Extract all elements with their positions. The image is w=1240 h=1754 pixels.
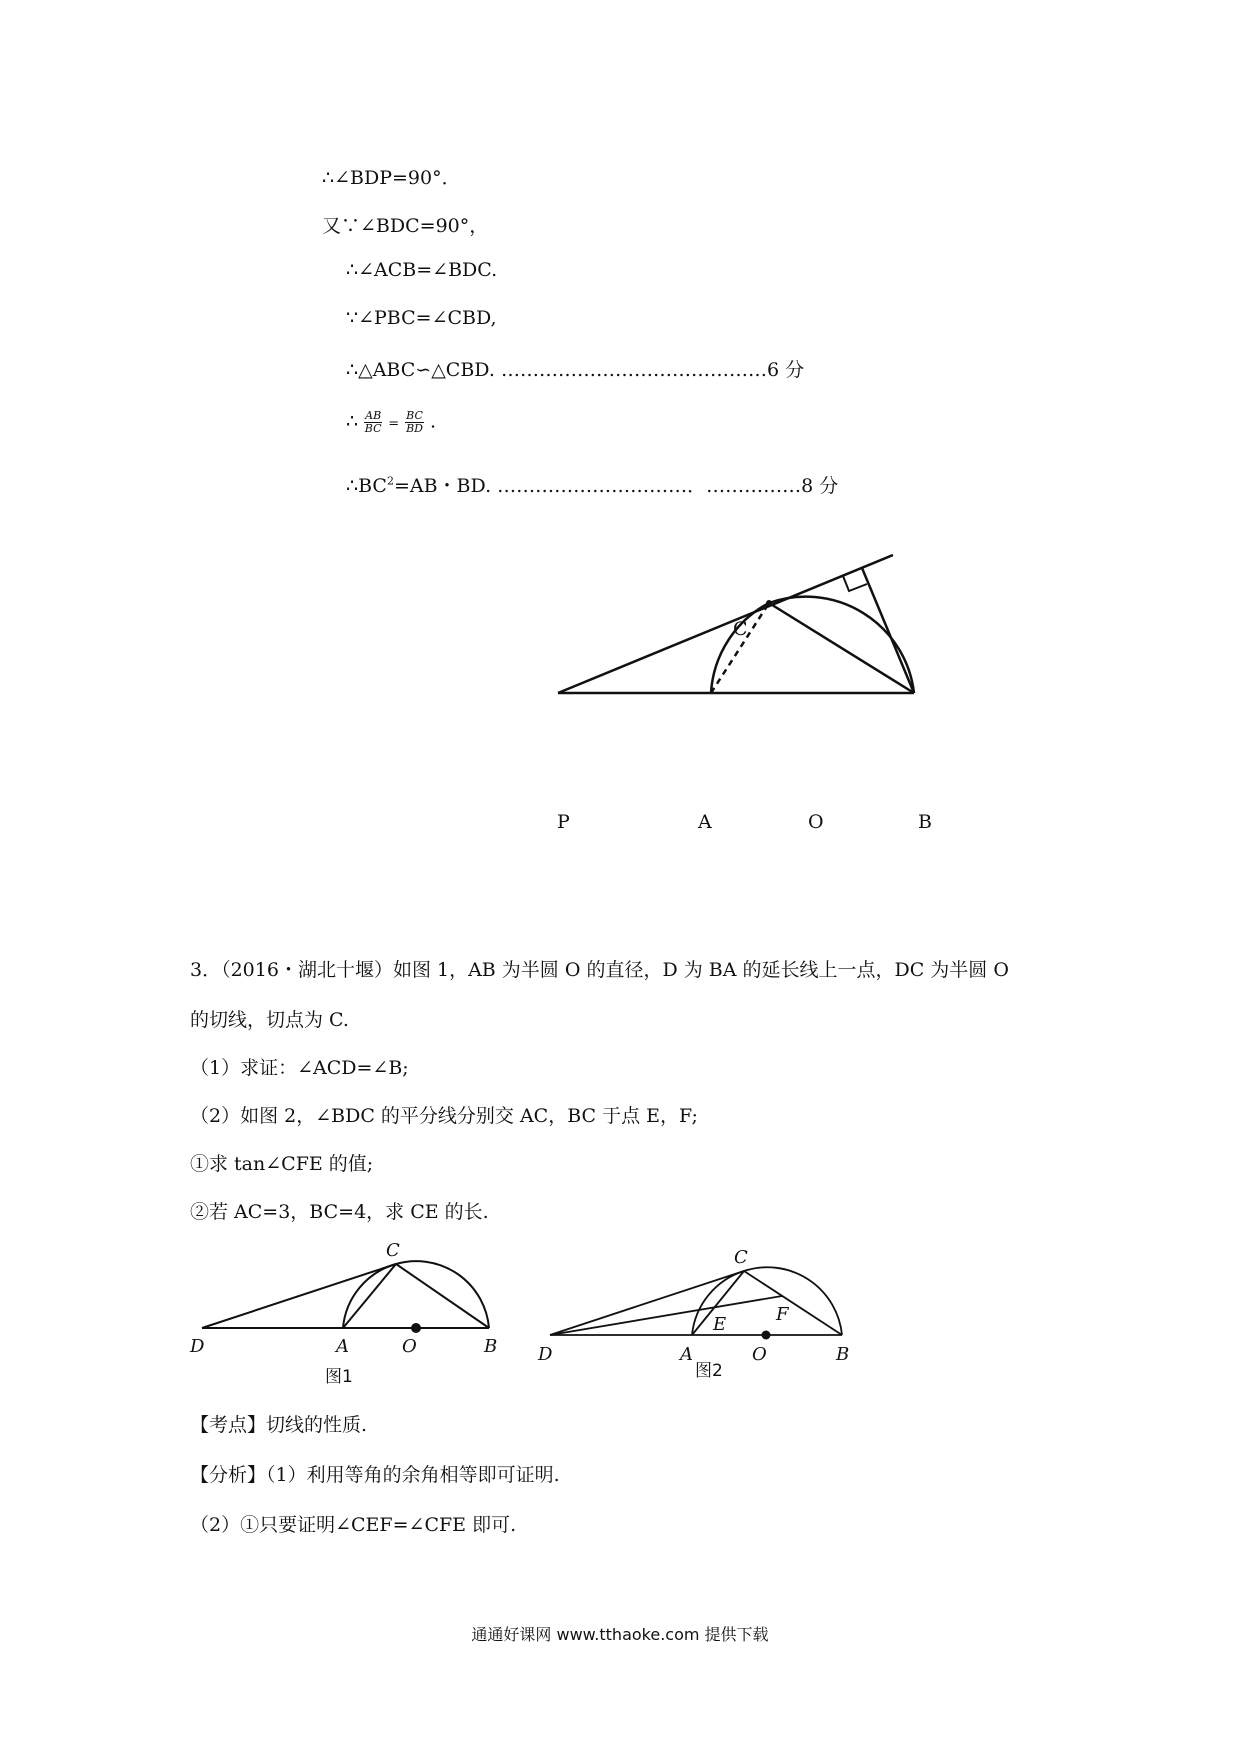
proof-line-1: ∴∠BDP=90°． [322, 167, 461, 189]
fraction-1-denominator: BC [364, 422, 382, 435]
fig2-label-d: D [538, 1344, 553, 1365]
fig1-label-o: O [402, 1336, 417, 1357]
fraction-2-denominator: BD [406, 422, 423, 435]
fraction-2-numerator: BC [406, 409, 423, 422]
fig1-label-b: B [484, 1336, 498, 1357]
fig2-label-c: C [734, 1247, 748, 1268]
problem-line-4: （2）如图 2，∠BDC 的平分线分别交 AC，BC 于点 E，F; [190, 1105, 698, 1127]
fig2-label-a: A [680, 1344, 693, 1365]
kaodian-line: 【考点】切线的性质. [190, 1414, 368, 1436]
proof-line-5: ∴△ABC∽△CBD. ……………………………………6 分 [346, 359, 805, 381]
equals-sign: = [388, 416, 400, 432]
label-b: B [918, 811, 932, 833]
fig2-center-o [762, 1331, 771, 1340]
fig2-segment-cb [744, 1271, 842, 1335]
problem-line-6: ②若 AC=3，BC=4，求 CE 的长. [190, 1201, 489, 1223]
fig2-label-e: E [713, 1314, 727, 1335]
proof-line-4: ∵∠PBC=∠CBD, [346, 307, 497, 329]
problem-line-5: ①求 tan∠CFE 的值; [190, 1153, 374, 1175]
label-p: P [557, 811, 570, 833]
fraction-1-numerator: AB [365, 409, 382, 422]
label-a: A [698, 811, 712, 833]
fig1-label-a: A [336, 1336, 349, 1357]
fig1-label-d: D [190, 1336, 205, 1357]
problem-line-1: 3．（2016・湖北十堰）如图 1，AB 为半圆 O 的直径，D 为 BA 的延长线上一点，DC 为半圆 O [190, 959, 1009, 981]
fig1-caption: 图1 [325, 1367, 353, 1387]
label-c: C [733, 618, 748, 640]
proof-6-suffix: . [429, 410, 436, 433]
label-o: O [808, 811, 824, 833]
superscript-2: 2 [386, 474, 394, 488]
proof-line-3: ∴∠ACB=∠BDC. [346, 259, 498, 281]
page-footer: 通通好课网 www.tthaoke.com 提供下载 [471, 1625, 769, 1644]
fig2-bisector-df [550, 1296, 782, 1335]
fenxi-line: 【分析】（1）利用等角的余角相等即可证明. [190, 1464, 560, 1486]
analysis-part2-line: （2）①只要证明∠CEF=∠CFE 即可. [190, 1514, 517, 1536]
proof-7-a: ∴BC [346, 475, 387, 497]
problem-line-2: 的切线，切点为 C. [190, 1009, 349, 1031]
fig1-label-c: C [386, 1240, 400, 1261]
proof-line-2: 又∵∠BDC=90°， [322, 215, 489, 237]
fig2-label-f: F [776, 1304, 789, 1325]
proof-7-b: =AB・BD. …………………………．……………8 分 [393, 475, 839, 497]
proof-6-prefix: ∴ [346, 410, 359, 433]
fig2-label-b: B [836, 1344, 850, 1365]
fig2-caption: 图2 [695, 1361, 723, 1381]
fig2-label-o: O [752, 1344, 767, 1365]
problem-line-3: （1）求证：∠ACD=∠B; [190, 1057, 409, 1079]
